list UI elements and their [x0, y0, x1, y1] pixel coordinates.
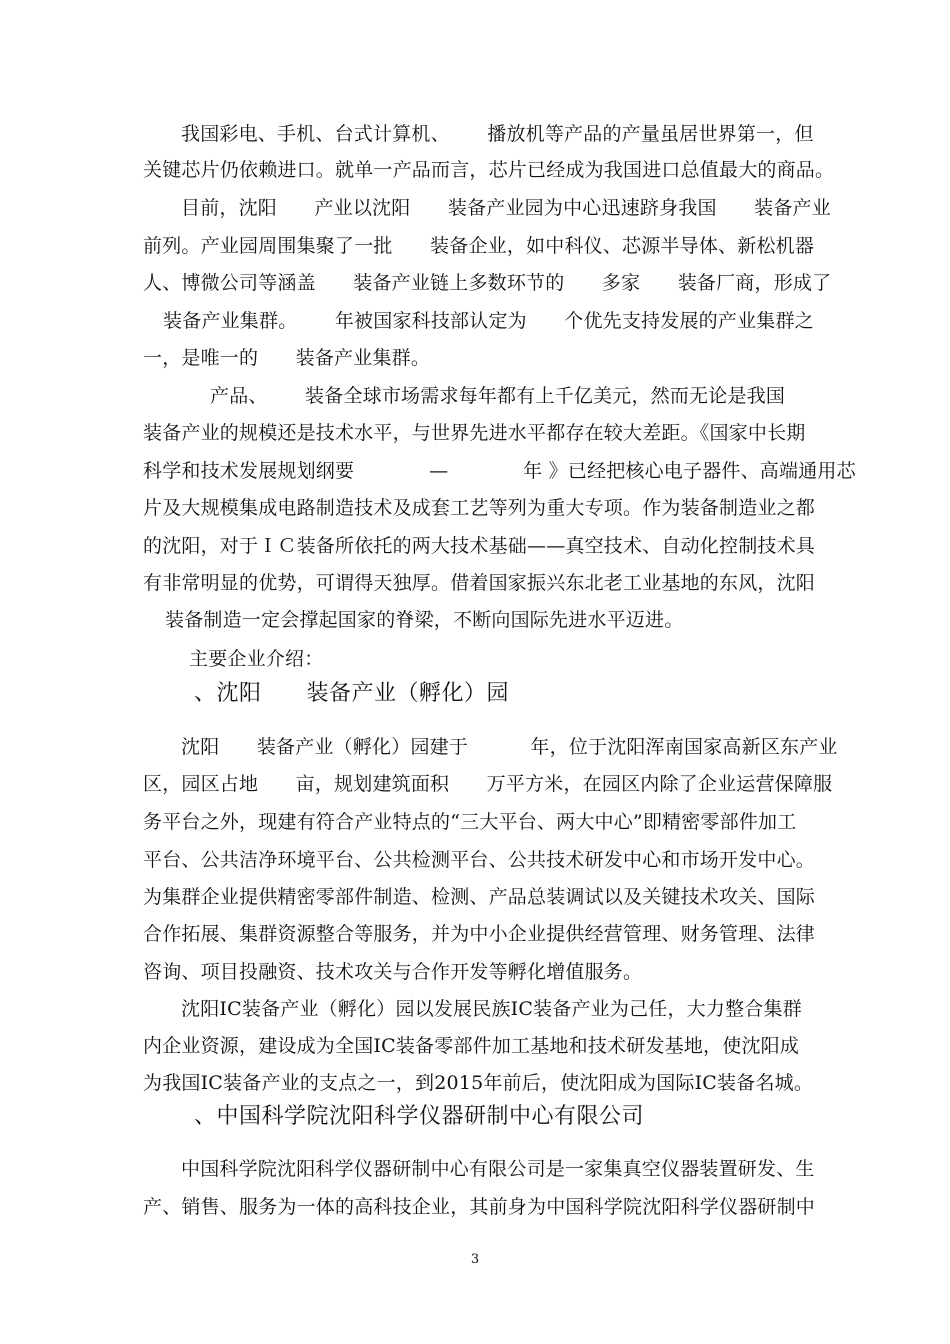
text-line: 为我国IC装备产业的支点之一，到2015年前后，使沈阳成为国际IC装备名城。: [143, 1072, 814, 1094]
text-line: 装备产业的规模还是技术水平，与世界先进水平都存在较大差距。《国家中长期: [143, 422, 806, 444]
text-line: 的沈阳，对于ＩＣ装备所依托的两大技术基础——真空技术、自动化控制技术具: [143, 535, 816, 557]
text-line: 关键芯片仍依赖进口。就单一产品而言，芯片已经成为我国进口总值最大的商品。: [143, 159, 835, 181]
text-line: 产品、 装备全球市场需求每年都有上千亿美元，然而无论是我国: [210, 385, 786, 407]
text-line: 科学和技术发展规划纲要 — 年 》已经把核心电子器件、高端通用芯: [143, 460, 856, 482]
text-line: 区，园区占地 亩，规划建筑面积 万平方米，在园区内除了企业运营保障服: [143, 773, 833, 795]
text-line: 前列。产业园周围集聚了一批 装备企业，如中科仪、芯源半导体、新松机器: [143, 235, 815, 257]
text-line: 装备产业集群。 年被国家科技部认定为 个优先支持发展的产业集群之: [163, 310, 814, 332]
text-line: 人、博微公司等涵盖 装备产业链上多数环节的 多家 装备厂商，形成了: [143, 272, 832, 294]
text-line: 中国科学院沈阳科学仪器研制中心有限公司是一家集真空仪器装置研发、生: [181, 1158, 815, 1180]
text-line: 平台、公共洁净环境平台、公共检测平台、公共技术研发中心和市场开发中心。: [143, 849, 816, 871]
text-line: 合作拓展、集群资源整合等服务，并为中小企业提供经营管理、财务管理、法律: [143, 923, 816, 945]
text-line: 为集群企业提供精密零部件制造、检测、产品总装调试以及关键技术攻关、国际: [143, 886, 816, 908]
section-heading-2: 、中国科学院沈阳科学仪器研制中心有限公司: [194, 1104, 645, 1129]
page-number: 3: [470, 1252, 480, 1267]
text-line: 咨询、项目投融资、技术攻关与合作开发等孵化增值服务。: [143, 961, 643, 983]
text-line: 我国彩电、手机、台式计算机、 播放机等产品的产量虽居世界第一，但: [181, 123, 814, 145]
text-line: 目前，沈阳 产业以沈阳 装备产业园为中心迅速跻身我国 装备产业: [181, 197, 831, 219]
text-line: 装备制造一定会撑起国家的脊梁，不断向国际先进水平迈进。: [165, 609, 684, 631]
text-line: 一，是唯一的 装备产业集群。: [143, 347, 431, 369]
text-line: 沈阳IC装备产业（孵化）园以发展民族IC装备产业为己任，大力整合集群: [181, 998, 802, 1020]
text-line: 主要企业介绍：: [189, 648, 324, 670]
text-line: 内企业资源，建设成为全国IC装备零部件加工基地和技术研发基地，使沈阳成: [143, 1035, 800, 1057]
text-line: 务平台之外，现建有符合产业特点的“三大平台、两大中心”即精密零部件加工: [143, 811, 797, 833]
text-line: 有非常明显的优势，可谓得天独厚。借着国家振兴东北老工业基地的东风，沈阳: [143, 572, 816, 594]
section-heading-1: 、沈阳 装备产业（孵化）园: [194, 681, 509, 706]
text-line: 产、销售、服务为一体的高科技企业，其前身为中国科学院沈阳科学仪器研制中: [143, 1196, 816, 1218]
text-line: 片及大规模集成电路制造技术及成套工艺等列为重大专项。作为装备制造业之都: [143, 497, 816, 519]
text-line: 沈阳 装备产业（孵化）园建于 年，位于沈阳浑南国家高新区东产业: [181, 736, 838, 758]
